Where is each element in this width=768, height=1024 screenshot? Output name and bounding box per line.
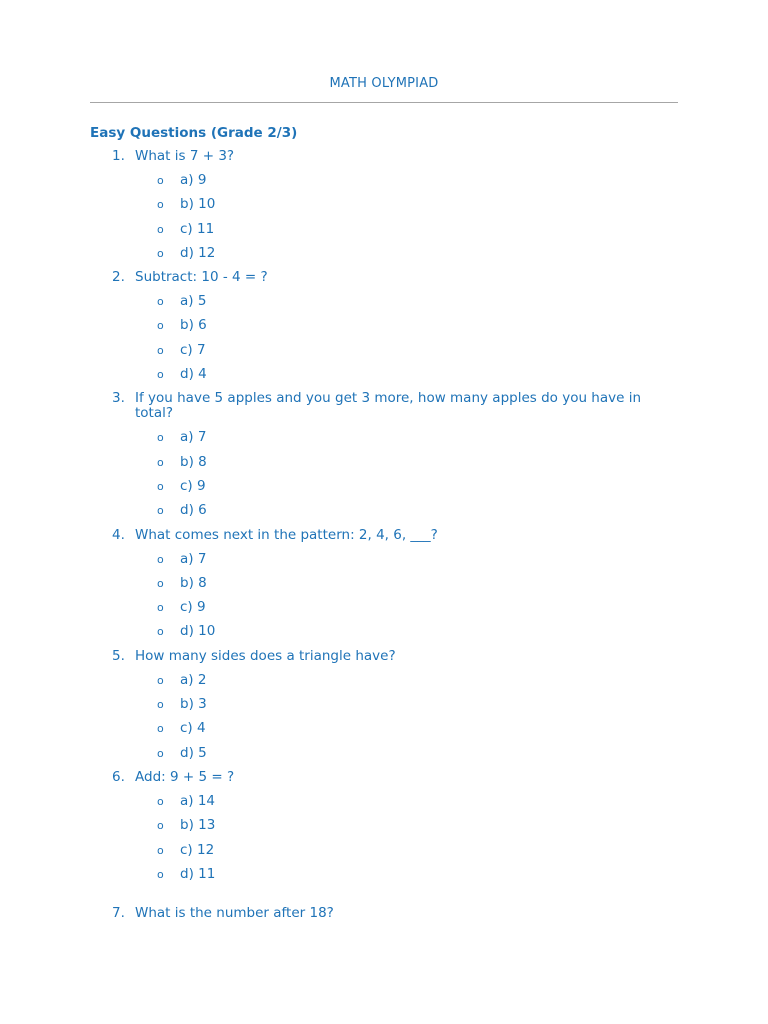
option-text: d) 4 (180, 366, 207, 383)
option-text: c) 7 (180, 341, 206, 358)
option-text: a) 9 (180, 172, 207, 188)
option-text: c) 9 (180, 477, 206, 494)
question-number: 3. (112, 390, 125, 407)
option-list (0, 173, 768, 261)
option-text: b) 8 (180, 453, 207, 470)
option-text: a) 14 (180, 792, 216, 809)
option-item (0, 479, 768, 494)
bullet-icon: o (157, 198, 164, 212)
option-text: a) 5 (180, 293, 207, 310)
option-item (0, 721, 768, 736)
option-item (0, 455, 768, 470)
page-header-title: MATH OLYMPIAD (329, 76, 439, 91)
question-text: If you have 5 apples and you get 3 more, how many apples do you have in total? (135, 390, 642, 422)
bullet-icon: o (157, 319, 164, 333)
question-text: What comes next in the pattern: 2, 4, 6, ___? (135, 526, 438, 543)
bullet-icon: o (157, 174, 164, 187)
option-text: c) 9 (180, 599, 206, 616)
option-item (0, 173, 768, 188)
question-text: Add: 9 + 5 = ? (135, 768, 235, 785)
option-text: d) 5 (180, 744, 207, 761)
option-item (0, 697, 768, 712)
bullet-icon: o (157, 819, 164, 833)
question-text: What is the number after 18? (135, 904, 334, 921)
option-list (0, 673, 768, 761)
option-item (0, 294, 768, 309)
bullet-icon: o (157, 794, 164, 808)
question-number: 4. (112, 526, 125, 543)
option-item (0, 818, 768, 833)
option-item (0, 503, 768, 518)
bullet-icon: o (157, 479, 164, 493)
option-text: a) 7 (180, 550, 207, 567)
option-item (0, 246, 768, 261)
question-list (0, 149, 768, 921)
bullet-icon: o (157, 625, 164, 639)
question-item (0, 649, 768, 761)
option-text: a) 2 (180, 671, 207, 688)
option-item (0, 318, 768, 333)
option-item (0, 430, 768, 445)
option-item (0, 576, 768, 591)
question-item (0, 149, 768, 261)
bullet-icon: o (157, 552, 164, 566)
option-text: d) 11 (180, 865, 216, 882)
option-text: c) 12 (180, 841, 215, 858)
bullet-icon: o (157, 601, 164, 615)
bullet-icon: o (157, 295, 164, 309)
bullet-icon: o (157, 843, 164, 857)
option-text: c) 4 (180, 720, 206, 737)
option-text: b) 10 (180, 196, 216, 213)
option-item (0, 222, 768, 237)
option-list (0, 794, 768, 882)
option-text: d) 6 (180, 502, 207, 519)
question-item (0, 270, 768, 382)
question-item (0, 770, 768, 882)
section-title: Easy Questions (Grade 2/3) (90, 125, 298, 141)
question-number: 2. (112, 269, 125, 286)
question-number: 1. (112, 148, 125, 164)
bullet-icon: o (157, 504, 164, 518)
bullet-icon: o (157, 746, 164, 760)
option-item (0, 794, 768, 809)
option-item (0, 600, 768, 615)
question-text: Subtract: 10 - 4 = ? (135, 269, 268, 286)
option-item (0, 843, 768, 858)
bullet-icon: o (157, 576, 164, 590)
question-number: 6. (112, 768, 125, 785)
option-item (0, 673, 768, 688)
bullet-icon: o (157, 246, 164, 260)
option-text: b) 13 (180, 817, 216, 834)
option-item (0, 343, 768, 358)
option-item (0, 367, 768, 382)
option-list (0, 294, 768, 382)
bullet-icon: o (157, 673, 164, 687)
question-item (0, 906, 768, 921)
bullet-icon: o (157, 867, 164, 881)
option-text: d) 10 (180, 623, 216, 640)
bullet-icon: o (157, 455, 164, 469)
question-number: 7. (112, 904, 125, 921)
option-text: d) 12 (180, 244, 216, 261)
question-text: What is 7 + 3? (135, 148, 235, 164)
header-divider (90, 102, 678, 103)
option-item (0, 867, 768, 882)
option-text: b) 8 (180, 574, 207, 591)
bullet-icon: o (157, 431, 164, 445)
option-text: b) 3 (180, 696, 207, 713)
bullet-icon: o (157, 698, 164, 712)
bullet-icon: o (157, 343, 164, 357)
bullet-icon: o (157, 722, 164, 736)
option-list (0, 552, 768, 640)
option-list (0, 430, 768, 518)
option-text: a) 7 (180, 429, 207, 446)
question-item (0, 528, 768, 640)
option-item (0, 746, 768, 761)
option-item (0, 552, 768, 567)
question-text: How many sides does a triangle have? (135, 647, 396, 664)
bullet-icon: o (157, 368, 164, 382)
question-item (0, 391, 768, 518)
option-text: c) 11 (180, 220, 215, 237)
question-number: 5. (112, 647, 125, 664)
option-item (0, 197, 768, 212)
option-item (0, 624, 768, 639)
bullet-icon: o (157, 222, 164, 236)
option-text: b) 6 (180, 317, 207, 334)
